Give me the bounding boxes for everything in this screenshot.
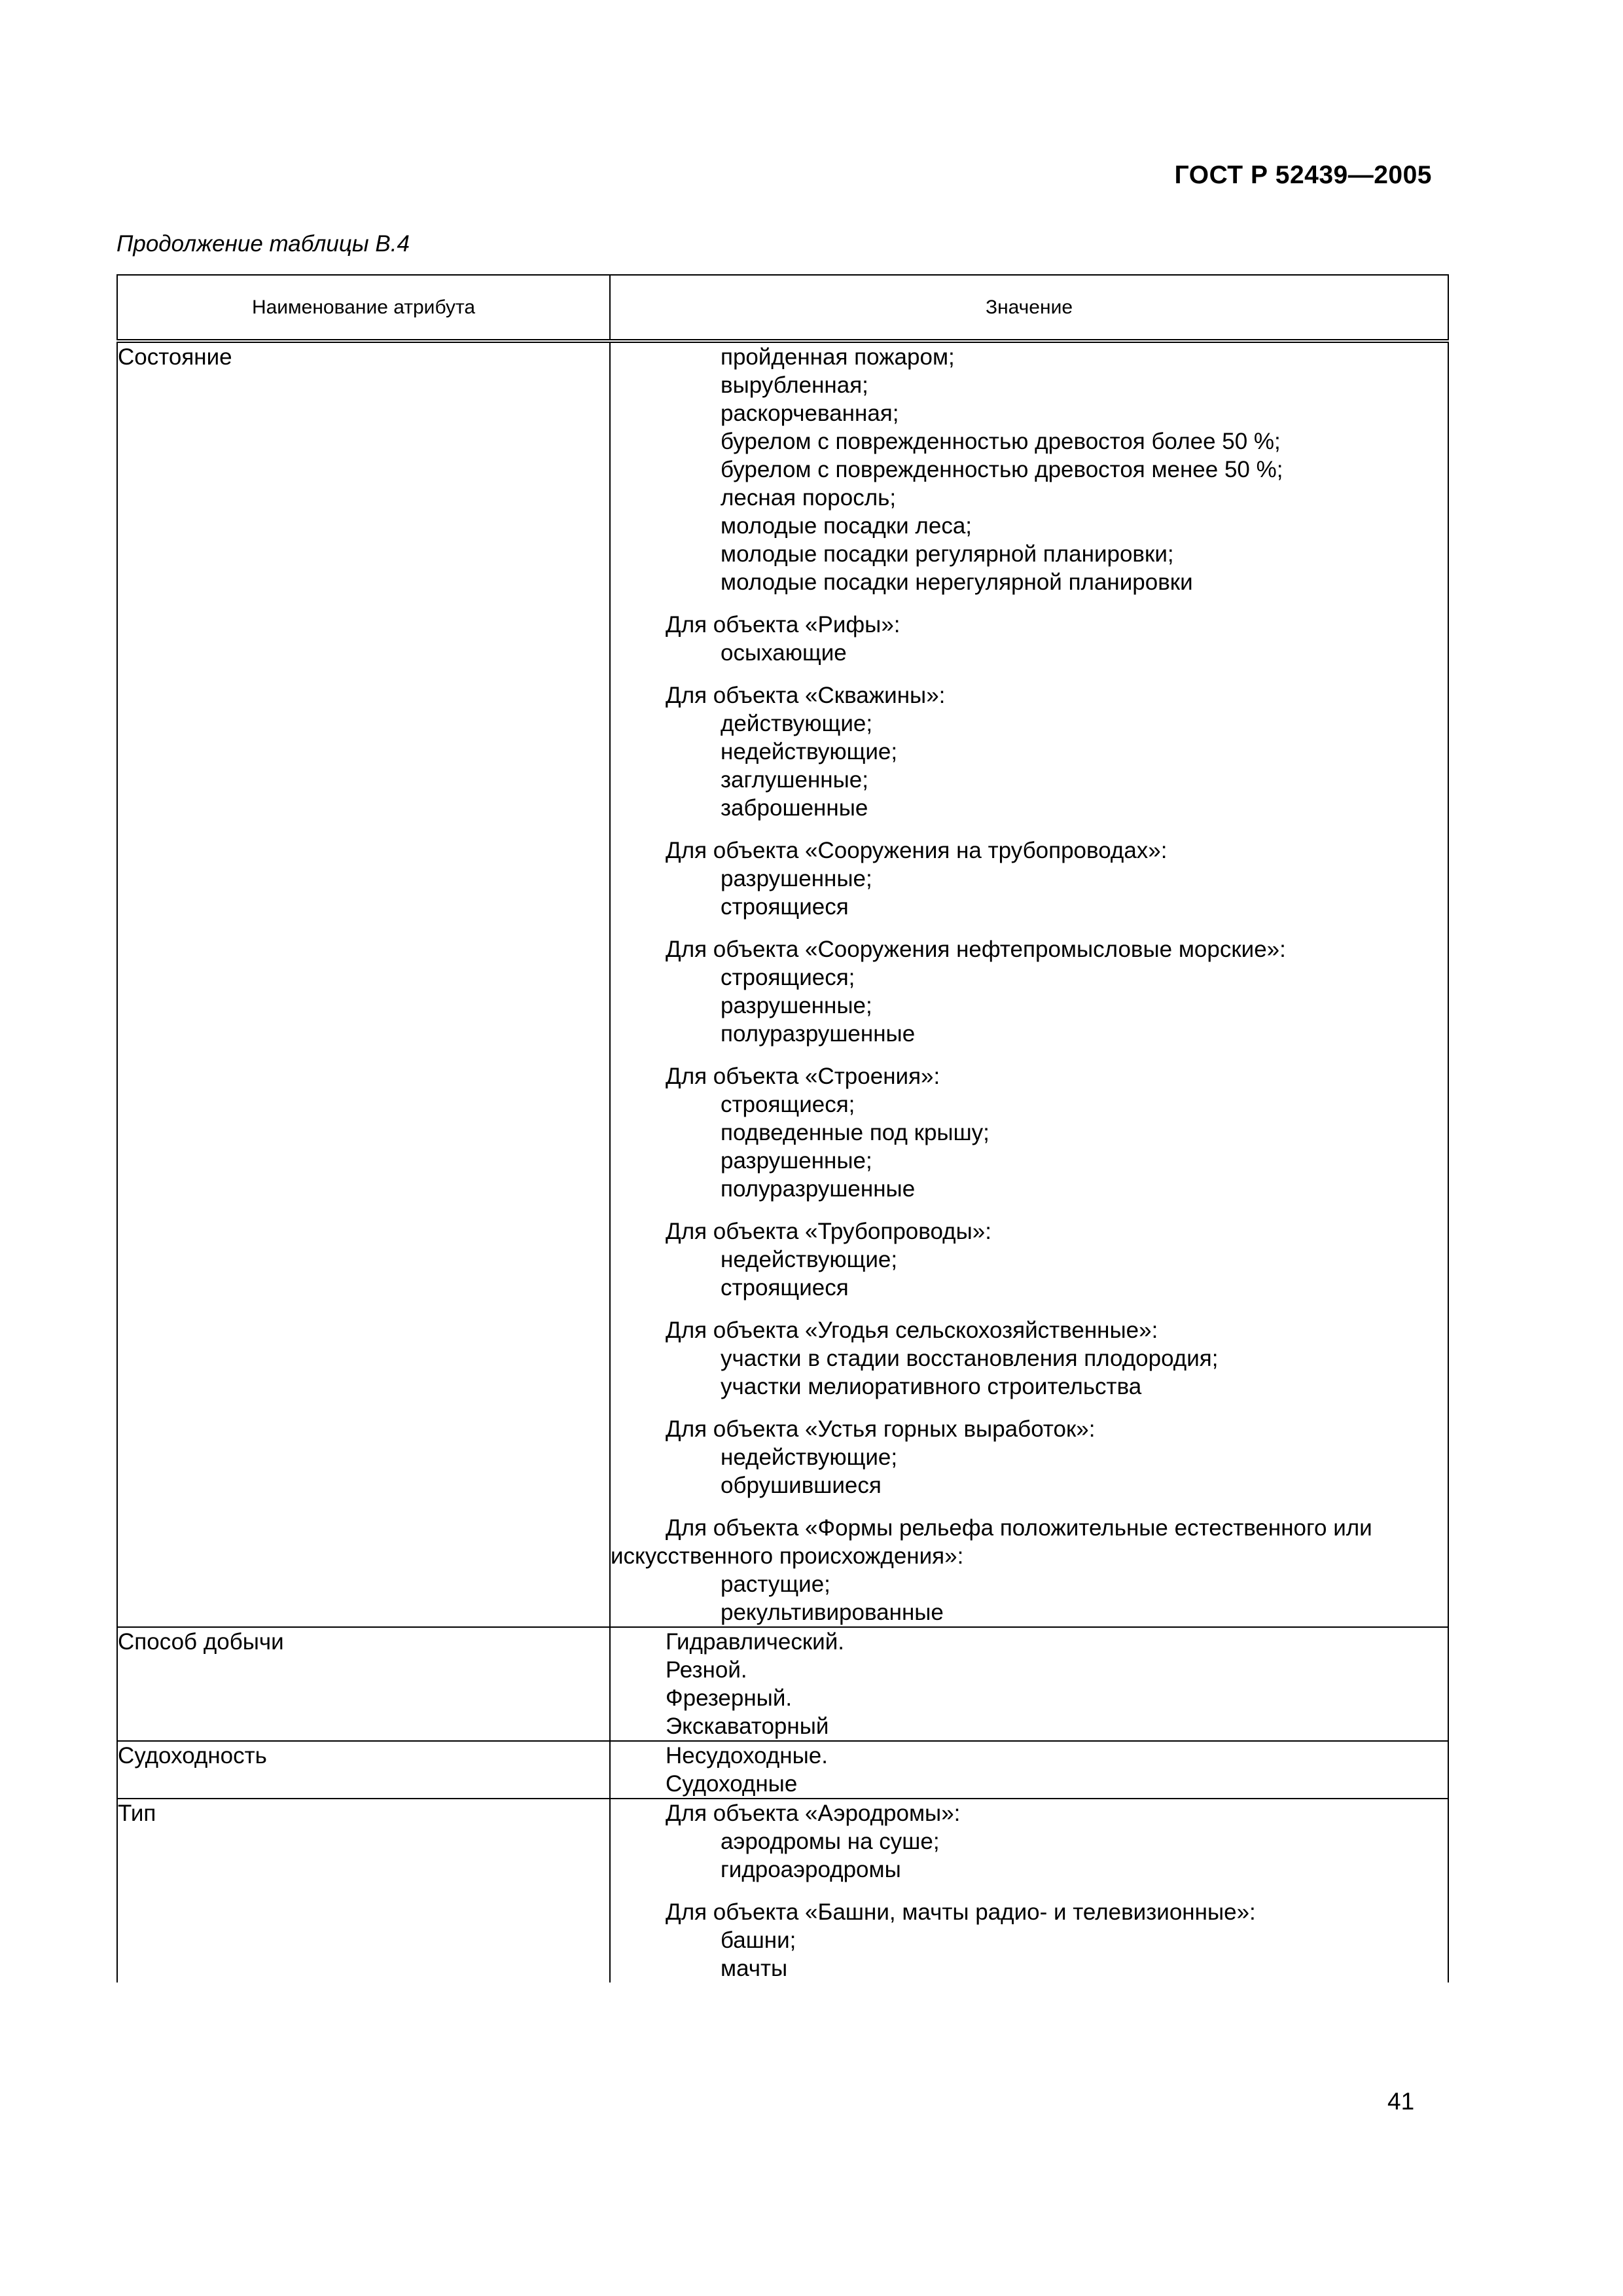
- value-item: разрушенные;: [721, 1148, 872, 1174]
- value-item: гидроаэродромы: [721, 1857, 901, 1882]
- attribute-name-cell: Судоходность: [117, 1741, 610, 1799]
- object-group-intro: Для объекта «Угодья сельскохозяйственные»:: [666, 1318, 1158, 1343]
- value-item: участки в стадии восстановления плодородия;: [721, 1346, 1219, 1371]
- value-group: [611, 1062, 1448, 1203]
- attribute-values-cell: [610, 1799, 1448, 1982]
- value-item: недействующие;: [721, 1247, 898, 1272]
- object-group-intro: Для объекта «Сооружения на трубопроводах»:: [666, 838, 1168, 863]
- value-item: полуразрушенные: [721, 1021, 916, 1047]
- document-standard-code: ГОСТ Р 52439—2005: [1174, 161, 1432, 189]
- table-row-extraction-method: [117, 1627, 1448, 1741]
- value-line: Фрезерный.: [666, 1685, 793, 1711]
- value-item: молодые посадки нерегулярной планировки: [721, 569, 1193, 595]
- table-continuation-caption: Продолжение таблицы В.4: [116, 231, 410, 257]
- value-item: заброшенные: [721, 795, 868, 821]
- value-item: осыхающие: [721, 640, 847, 666]
- value-line: Гидравлический.: [666, 1629, 844, 1655]
- column-header-value: Значение: [610, 275, 1448, 341]
- value-item: бурелом с поврежденностью древостоя более 50 %;: [721, 429, 1281, 454]
- value-group: [611, 1898, 1448, 1982]
- value-item: разрушенные;: [721, 993, 872, 1018]
- object-group-intro: Для объекта «Формы рельефа положительные естественного или искусственного происхождения»:: [611, 1515, 1372, 1569]
- table-row-type: [117, 1799, 1448, 1982]
- value-group: [611, 1799, 1448, 1884]
- value-item: вырубленная;: [721, 372, 868, 398]
- value-item: мачты: [721, 1956, 788, 1981]
- object-group-intro: Для объекта «Строения»:: [666, 1064, 940, 1089]
- table-row-navigability: [117, 1741, 1448, 1799]
- value-item: строящиеся: [721, 1275, 849, 1300]
- object-group-intro: Для объекта «Скважины»:: [666, 683, 946, 708]
- value-item: подведенные под крышу;: [721, 1120, 990, 1145]
- value-item: башни;: [721, 1928, 796, 1953]
- value-group: [611, 1514, 1448, 1626]
- value-line: Судоходные: [666, 1771, 798, 1797]
- page-number: 41: [1387, 2088, 1415, 2115]
- value-item: раскорчеванная;: [721, 401, 899, 426]
- value-item: заглушенные;: [721, 767, 868, 793]
- value-item: лесная поросль;: [721, 485, 897, 511]
- value-group: [611, 681, 1448, 822]
- value-item: молодые посадки регулярной планировки;: [721, 541, 1174, 567]
- value-group: [611, 1316, 1448, 1401]
- value-item: участки мелиоративного строительства: [721, 1374, 1142, 1399]
- value-item: обрушившиеся: [721, 1473, 882, 1498]
- attribute-name-cell: Способ добычи: [117, 1627, 610, 1741]
- value-item: полуразрушенные: [721, 1176, 916, 1202]
- value-group: [611, 1217, 1448, 1302]
- value-line: Несудоходные.: [666, 1743, 828, 1768]
- value-item: бурелом с поврежденностью древостоя менее 50 %;: [721, 457, 1283, 482]
- value-group: [611, 611, 1448, 667]
- column-header-attribute-name: Наименование атрибута: [117, 275, 610, 341]
- value-item: недействующие;: [721, 1444, 898, 1470]
- value-line: Резной.: [666, 1657, 747, 1683]
- value-item: растущие;: [721, 1571, 830, 1597]
- object-group-intro: Для объекта «Рифы»:: [666, 612, 901, 637]
- attribute-values-cell: [610, 341, 1448, 1627]
- attribute-name-cell: Состояние: [117, 341, 610, 1627]
- value-group: [611, 935, 1448, 1048]
- value-item: действующие;: [721, 711, 873, 736]
- object-group-intro: Для объекта «Башни, мачты радио- и телевизионные»:: [666, 1899, 1256, 1925]
- attribute-name-cell: Тип: [117, 1799, 610, 1982]
- value-line: Экскаваторный: [666, 1713, 829, 1739]
- attribute-values-cell: [610, 1741, 1448, 1799]
- value-group: [611, 343, 1448, 596]
- value-item: аэродромы на суше;: [721, 1829, 940, 1854]
- value-item: рекультивированные: [721, 1600, 944, 1625]
- object-group-intro: Для объекта «Аэродромы»:: [666, 1801, 961, 1826]
- value-group: [611, 836, 1448, 921]
- table-header-row: [117, 275, 1448, 341]
- attribute-table: [116, 274, 1449, 1982]
- object-group-intro: Для объекта «Сооружения нефтепромысловые морские»:: [666, 937, 1286, 962]
- value-item: строящиеся;: [721, 965, 855, 990]
- value-item: разрушенные;: [721, 866, 872, 891]
- object-group-intro: Для объекта «Устья горных выработок»:: [666, 1416, 1096, 1442]
- value-item: строящиеся;: [721, 1092, 855, 1117]
- value-item: пройденная пожаром;: [721, 344, 955, 370]
- value-group: [611, 1415, 1448, 1499]
- table-row-state: [117, 341, 1448, 1627]
- value-item: молодые посадки леса;: [721, 513, 972, 539]
- object-group-intro: Для объекта «Трубопроводы»:: [666, 1219, 991, 1244]
- value-item: недействующие;: [721, 739, 898, 764]
- value-item: строящиеся: [721, 894, 849, 920]
- attribute-values-cell: [610, 1627, 1448, 1741]
